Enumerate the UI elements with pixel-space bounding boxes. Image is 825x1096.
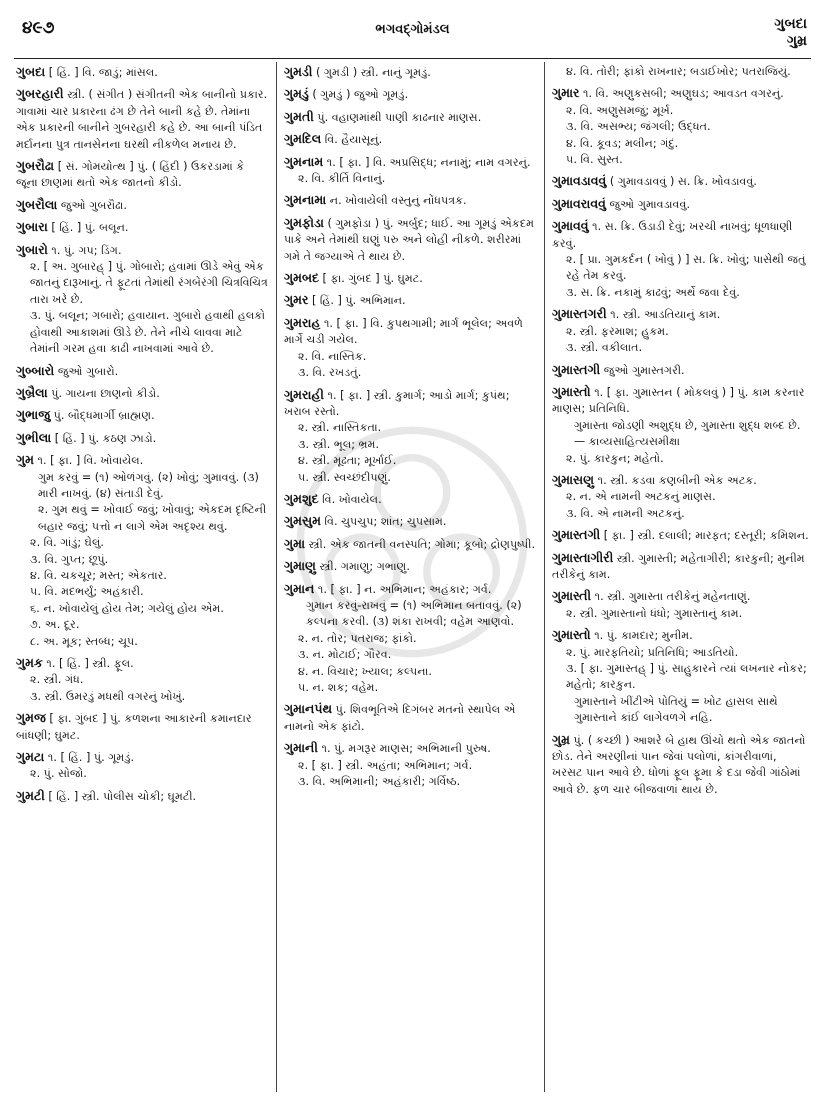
entry-sense: ૮. અ. મૂક; સ્તબ્ધ; ચૂપ. [30,634,138,648]
entry-headword: ગુબદા [16,64,46,79]
entry-sense: ૩. પું. બલૂન; ગબારો; હવાયાન. ગુબારો હવાથી હલકો હોવાથી આકાશમાં ઊડે છે. તેને નીચે લાવવા માટે તેમાંની ગરમ હવા કાઢી નાખવામાં આવે છે. [30,309,265,356]
entry-sense: ૨. સ્ત્રી. નાસ્તિકતા. [298,421,382,435]
dictionary-entry [284,740,536,790]
dictionary-entry [552,196,810,213]
entry-headword: ગુમ [16,452,34,468]
column-divider-2 [544,62,545,1092]
dictionary-entry [284,154,536,188]
entry-headword: ગુમટા [16,749,45,765]
entry-sense: ૫. સ્ત્રી. સ્વચ્છંદીપણું. [298,470,391,484]
entry-headword: ગુમાર [552,85,580,101]
entry-definition: ( ગુમાવડાવવું ) સ. ક્રિ. ખોવડાવવું. [609,175,757,189]
entry-definition: [ સં. ગોમયોત્થ ] પું. ( હિંદી ) ઉકરડામાં કે જૂના છાણમાં થતો એક જાતનો કીડો. [16,160,245,190]
entry-sense: ગુમાન કરવું-રાખવું = (૧) અભિમાન બતાવવું. (૨) કલ્પના કરવી. (૩) શંકા રાખવી; વહેમ આણવો. [306,598,522,629]
entry-definition: સ્ત્રી. ગુમાસ્તી; મહેતાગીરી; કારકુની; મુનીમ તરીકેનું કામ. [552,551,805,581]
entry-definition: પું. શિવભૂતિએ દિગંબર મતનો સ્થાપેલ એ નામનો એક ફાંટો. [284,703,516,733]
entry-sense: ૩. વિ. અસભ્ય; જંગલી; ઉદ્ધત. [566,120,711,134]
entry-definition: ( ગુમડી ) સ્ત્રી. નાનું ગૂમડું. [315,66,431,79]
dictionary-entry [552,627,810,726]
entry-headword: ગુભાજુ [16,407,51,423]
entry-headword: ગુબરૌલા [16,196,58,212]
dictionary-entry [552,306,810,356]
entry-headword: ગુમાસ્તો [552,383,591,399]
entry-definition: વિ. ચુપચુપ; શાંત; ચુપસામ. [324,515,447,529]
entry-sense: ૫. વિ. મદભર્યું; અહંકારી. [30,585,144,599]
entry-sense: ૫. વિ. સુસ્ત. [566,153,623,167]
dictionary-entry [552,472,810,522]
entry-definition: ન. ખોવાયેલી વસ્તુનું નોંધપત્રક. [329,194,467,208]
entry-sense: ૪. વિ. તોરી; ફાંકો રાખનાર; બડાઈખોર; પતરાજિયું. [566,65,791,78]
entry-sense: ૨. વિ. નાસ્તિક. [298,349,367,363]
entry-headword: ગુભીલા [16,429,52,445]
dictionary-entry [552,218,810,301]
entry-headword: ગુબારા [16,219,48,235]
entry-definition: ૧. સ્ત્રી. આડતિયાનું કામ. [610,308,721,322]
dictionary-entry [16,749,268,783]
entry-definition: ૧. [ ફા. ગુમાસ્તન ( મોકલવું ) ] પું. કામ કરનાર માણસ; પ્રતિનિધિ. [552,385,805,416]
entry-sense: ગુમાસ્તાને ખીંટીએ પોતિયું = ખોટ હાસલ સાથે ગુમાસ્તાને કાંઈ લાગેવળગે નહિ. [574,694,778,725]
entry-sense: ૬. ન. ખોવાયેલું હોય તેમ; ગયેલું હોય એમ. [30,601,224,615]
entry-definition: ૧. [ હિં. ] સ્ત્રી. ફૂલ. [46,657,134,670]
entry-definition: વિ. હૈયાસૂનું. [324,133,383,147]
dictionary-entry [284,387,536,486]
dictionary-entry [284,491,536,508]
entry-sense: ૨. સ્ત્રી. ફરમાશ; હુકમ. [566,324,669,338]
entry-definition: સ્ત્રી. ( સંગીત ) સંગીતની એક બાનીનો પ્રકાર. ગાવામાં ચાર પ્રકારના ઢંગ છે તેને બાની કહે છે. તેમાંના એક પ્રકારની બાનીને ગુબરહારી કહે છે. આ બાની પંડિત મર્દાનના પુત્ર તાનસેનના ઘરથી નીકળેલ મનાય છે. [16,88,268,151]
entry-headword: ગુમાસણુ [552,471,595,487]
entry-definition: [ હિં. ] સ્ત્રી. પોલીસ ચોકી; ઘૂમટી. [48,789,197,803]
entry-definition: ૧. [ ફા. ] ન. અભિમાન; અહંકાર; ગર્વ. [317,582,492,596]
entry-headword: ગુમનામ [284,153,324,169]
dictionary-entry [552,527,810,544]
dictionary-entry [284,192,536,209]
entry-definition: ( ગુમફોડા ) પું. અર્બુદ; ધાઈ. આ ગૂમડું એકદમ પાકે અને તેમાંથી ઘણું પરુ અને લોહી નીકળે. શરીરમાં ગમે તે જગ્યાએ તે થાય છે. [284,216,534,263]
entry-sense: ૩. વિ. રખડતું. [298,366,362,380]
entry-headword: ગુમાસ્તગી [552,527,601,543]
dictionary-entry [552,732,810,799]
guide-word-last: ગુમ્ર [786,33,807,49]
entry-sense: ૨. ન. તોર; પતરાજ; ફાંકો. [298,631,417,645]
entry-sense: ૩. વિ. એ નામની અટકનું. [566,506,685,520]
dictionary-entry [16,788,268,805]
entry-headword: ગુમટી [16,787,45,803]
dictionary-entry [16,242,268,358]
entry-definition: ૧. વિ. અણુકસબી; અણુઘડ; આવડત વગરનું. [583,87,784,101]
dictionary-entry [16,452,268,650]
entry-headword: ગુમનામા [284,192,327,208]
entry-definition: ૧. [ ફા. ] વિ. ખોવાયેલ. [37,454,144,468]
entry-headword: ગુમસુમ [284,513,321,529]
entry-headword: ગુમડી [284,64,313,79]
entry-headword: ગુમતી [284,108,314,124]
entry-headword: ગુમાવવું [552,218,589,234]
entry-definition: ૧. પું. મગરૂર માણસ; અભિમાની પુરુષ. [321,742,491,756]
entry-headword: ગુમરાહ [284,314,321,330]
dictionary-entry [284,64,536,81]
entry-sense: ૩. ન. મોટાઈ; ગૌરવ. [298,648,392,662]
entry-definition: પું. ( કચ્છી ) આશરે બે હાથ ઊંચો થતો એક જાતનો છોડ. તેને અરણીનાં પાન જેવાં પલોળાં, કાંગરીવાળાં, ખરસટ પાન આવે છે. ધોળાં ફૂલ ફૂમા કે દડા જેવી ગાંઠોમાં આવે છે. ફળ ચાર બીજવાળાં થાય છે. [552,733,806,796]
entry-sense: ૨. સ્ત્રી. ગંધ. [30,673,84,687]
entry-definition: ૧. સ. ક્રિ. ઉડાડી દેવું; ખરચી નાખવું; ધૂળધાણી કરવું. [552,220,793,250]
entry-definition: ૧. [ ફા. ] વિ. કુપથગામી; માર્ગ ભૂલેલ; અવળે માર્ગે ચડી ગયેલ. [284,316,523,347]
entry-definition: [ ફા. ગુંબદ ] પું. ઘુમટ. [322,272,423,286]
entry-headword: ગુમબદ [284,270,319,286]
entry-definition: પું. બૌદ્ધમાર્ગી બ્રાહ્મણ. [53,409,155,423]
entry-definition: સ્ત્રી. ગમાણુ; ગભાણુ. [319,560,410,574]
dictionary-entry [284,215,536,265]
entry-headword: ગુબારો [16,241,48,257]
entry-headword: ગુમાવડાવવું [552,173,607,189]
entry-headword: ગુબરૌઢા [16,158,55,174]
dictionary-entry [16,655,268,705]
entry-headword: ગુમશુદ [284,490,319,506]
dictionary-entry [16,64,268,81]
dictionary-entry [16,385,268,402]
entry-sense: ૩. સ. ક્રિ. નકામું કાઢવું; અર્થે જવા દેવું. [566,285,740,299]
page-title: ભગવદ્ગોમંડલ [375,22,450,37]
entry-sense: ૪. વિ. કૂવડ; મલીન; ગંદું. [566,136,679,150]
column-3 [552,64,810,1088]
entry-headword: ગુબ્રૈલા [16,384,48,400]
entry-definition: જુઓ ગુમાવડાવવું. [609,197,690,211]
entry-definition: વિ. ખોવાયેલ. [322,492,382,506]
dictionary-entry [16,219,268,236]
entry-sense: ૨. પું. સોજો. [30,767,87,781]
header-rule [14,58,811,59]
dictionary-entry [284,86,536,103]
entry-definition: જુઓ ગુબારો. [57,364,119,378]
entry-definition: [ હિં. ] પું. અભિમાન. [311,294,406,308]
entry-sense: ૩. વિ. ગુપ્ત; છૂપું. [30,552,109,566]
entry-headword: ગુમરાહી [284,386,324,402]
entry-headword: ગુમાસ્તી [552,588,592,604]
dictionary-entry [552,64,810,80]
entry-headword: ગુમાણુ [284,558,316,574]
entry-headword: ગુમાન [284,580,315,596]
entry-headword: ગુમ્ર [552,731,570,747]
entry-headword: ગુમાવરાવવું [552,195,606,211]
dictionary-entry [16,86,268,153]
entry-headword: ગુમડું [284,86,309,102]
entry-sense: ૩. સ્ત્રી. વકીલાત. [566,341,643,355]
guide-words [774,16,807,50]
entry-headword: ગુમર [284,292,309,308]
guide-word-first: ગુબદા [774,16,807,32]
entry-headword: ગુમાસ્તગી [552,361,601,377]
dictionary-entry [16,158,268,192]
entry-definition: સ્ત્રી. એક જાતની વનસ્પતિ; ગોમા; કૂબો; દ્રોણપુષ્પી. [308,537,536,551]
entry-sense: ૪. ન. વિચાર; ખ્યાલ; કલ્પના. [298,664,432,678]
entry-sense: ૪. વિ. ચકચૂર; મસ્ત; એકતાર. [30,568,167,582]
dictionary-entry [16,407,268,424]
entry-definition: ૧. [ ફા. ] વિ. અપ્રસિદ્ધ; નનામું; નામ વગરનું. [326,155,531,169]
dictionary-entry [552,173,810,190]
dictionary-entry [16,363,268,380]
page-number: ૪૯૭ [22,18,55,38]
dictionary-entry [284,701,536,735]
dictionary-entry [284,581,536,697]
dictionary-entry [16,710,268,744]
page-header [14,10,811,60]
dictionary-entry [552,85,810,168]
entry-sense: ૨. ન. એ નામની અટકનું માણસ. [566,490,716,504]
dictionary-entry [552,384,810,467]
entry-sense: ગુમાસ્તા જોડણી અશુદ્ધ છે, ગુમાસ્તા શુદ્ધ શબ્દ છે. — કાવ્યસાહિત્યસમીક્ષા [574,418,801,449]
dictionary-entry [284,109,536,126]
entry-sense: ૩. [ ફા. ગુમાસ્તહ્ ] પું. સાહુકારને ત્યાં લખનાર નોકર; મહેતો; કારકુન. [566,662,807,692]
entry-definition: ૧. [ ફા. ] સ્ત્રી. કુમાર્ગ; આડો માર્ગ; કુપંથ; ખરાબ રસ્તો. [284,388,510,418]
entry-headword: ગુમદિલ [284,131,322,147]
entry-sense: ૨. ગુમ થવું = ખોવાઈ જવું; ખોવાવું; એકદમ દૃષ્ટિની બહાર જવું; પત્તો ન લાગે એમ અદૃશ્ય થવું. [38,503,267,533]
column-2 [284,64,536,1088]
entry-headword: ગુબરહારી [16,86,64,102]
entry-definition: [ હિં. ] પું. કઠણ ઝાડો. [54,431,157,445]
dictionary-entry [284,558,536,575]
entry-sense: ૨. વિ. અણુસમજું; મૂર્ખ. [566,103,674,117]
entry-sense: ૨. સ્ત્રી. ગુમાસ્તાનો ધંધો; ગુમાસ્તાનું કામ. [566,606,743,620]
entry-headword: ગુમા [284,535,306,551]
entry-definition: જુઓ ગુમાસ્તગરી. [603,363,685,377]
entry-headword: ગુમાનપંથ [284,701,333,717]
entry-definition: ૧. સ્ત્રી. ગુમાસ્તા તરીકેનું મહેનતાણું. [594,590,751,604]
dictionary-entry [284,292,536,309]
entry-definition: [ ફા. ગુંબદ ] પું. કળશના આકારની કમાનદાર બાંધણી; ઘુમટ. [16,712,252,742]
entry-headword: ગુમાસ્તો [552,627,591,643]
dictionary-entry [284,513,536,530]
entry-headword: ગુબ્બારો [16,362,55,378]
entry-definition: [ હિં. ] પું. બલૂન. [51,221,129,235]
entry-definition: [ ફા. ] સ્ત્રી. દલાલી; મારફત; દસ્તૂરી; કમિશન. [603,529,809,543]
entry-definition: ૧. સ્ત્રી. કડવા કણબીની એક અટક. [597,473,757,487]
entry-headword: ગુમક [16,655,43,670]
entry-sense: ૨. [ અ. ગુબારહ્ ] પું. ગોબારો; હવામાં ઊડે એવું એક જાતનું દારૂખાનું. તે ફૂટતાં તેમાંથી રંગબેરંગી ચિત્રવિચિત્ર તારા ખરે છે. [30,260,268,306]
dictionary-entry [16,430,268,447]
entry-headword: ગુમાસ્તાગીરી [552,549,614,565]
entry-headword: ગુમજ [16,710,46,726]
dictionary-entry [284,315,536,382]
entry-sense: ગુમ કરવું = (૧) ઓળંગવું. (૨) ખોવું; ગુમાવવું. (૩) મારી નાખવું. (૪) સંતાડી દેવું. [38,470,259,500]
entry-sense: ૨. પું. મારફતિયો; પ્રતિનિધિ; આડતિયો. [566,645,739,659]
column-divider-1 [276,62,277,1092]
dictionary-entry [552,550,810,584]
dictionary-entry [284,131,536,148]
entry-definition: પું. વહાણમાંથી પાણી કાઢનાર માણસ. [317,110,482,124]
dictionary-entry [16,197,268,214]
entry-definition: પું. ગાયના છાણનો કીડો. [51,386,160,400]
entry-sense: ૪. સ્ત્રી. મૂઢતા; મૂર્ખાઈ. [298,454,397,468]
entry-definition: જુઓ ગુબરૌઢા. [60,198,127,212]
entry-sense: ૨. [ પ્રા. ગુમકર્દન ( ખોવું ) ] સ. ક્રિ. ખોવું; પાસેથી જતું રહે તેમ કરવું. [566,253,806,283]
column-1 [16,64,268,1088]
entry-definition: ૧. પું. કામદાર; મુનીમ. [594,629,693,643]
entry-headword: ગુમાસ્તગરી [552,306,607,322]
entry-sense: ૨. [ ફા. ] સ્ત્રી. અહંતા; અભિમાન; ગર્વ. [298,758,473,772]
dictionary-entry [284,270,536,287]
entry-sense: ૨. પું. કારકુન; મહેતો. [566,451,664,465]
dictionary-entry [284,536,536,553]
dictionary-entry [552,588,810,622]
entry-headword: ગુમફોડા [284,214,324,230]
entry-definition: ૧. [ હિં. ] પું. ગૂમડું. [47,751,135,765]
dictionary-entry [552,362,810,379]
entry-headword: ગુમાની [284,740,318,756]
entry-sense: ૭. અ. દૂર. [30,618,80,632]
entry-sense: ૩. સ્ત્રી. ઉમરડું મધથી વગરનું ખોખું. [30,689,186,703]
entry-definition: [ હિં. ] વિ. જાડું; માંસલ. [48,66,158,79]
entry-sense: ૨. વિ. ગાંડું; ઘેલું. [30,536,104,550]
entry-definition: ( ગુમડું ) જુઓ ગૂમડું. [312,88,409,102]
entry-sense: ૨. વિ. કીર્તિ વિનાનું. [298,172,386,186]
entry-sense: ૩. વિ. અભિમાની; અહંકારી; ગર્વિષ્ઠ. [298,775,461,789]
entry-sense: ૩. સ્ત્રી. ભૂલ; ભ્રમ. [298,437,380,451]
entry-definition: ૧. પું. ગપ; ડિંગ. [51,243,122,257]
entry-sense: ૫. ન. શક; વહેમ. [298,681,379,694]
